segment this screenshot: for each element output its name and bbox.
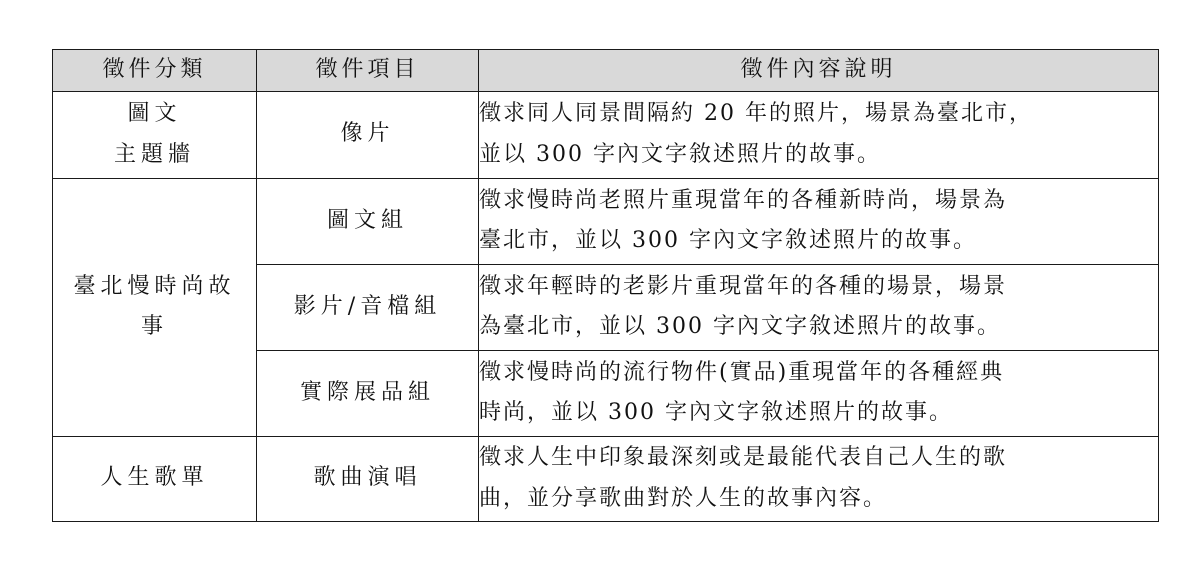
description-line: 臺北市，並以 300 字內文字敘述照片的故事。 <box>479 228 977 254</box>
category-line: 臺北慢時尚故 <box>73 273 236 299</box>
description-cell <box>479 436 1159 521</box>
description-line: 徵求年輕時的老影片重現當年的各種的場景，場景 <box>479 273 1008 299</box>
item-cell: 實際展品組 <box>257 350 479 436</box>
description-line: 為臺北市，並以 300 字內文字敘述照片的故事。 <box>479 314 1001 340</box>
category-line: 主題牆 <box>113 141 195 167</box>
item-cell: 圖文組 <box>257 178 479 264</box>
description-cell <box>479 350 1159 436</box>
description-cell <box>479 91 1159 178</box>
item-cell: 歌曲演唱 <box>257 436 479 521</box>
description-line: 徵求人生中印象最深刻或是最能代表自己人生的歌 <box>479 445 1008 470</box>
description-line: 徵求慢時尚的流行物件(實品)重現當年的各種經典 <box>479 359 1005 385</box>
header-description: 徵件內容說明 <box>479 50 1159 92</box>
item-cell: 影片/音檔組 <box>257 264 479 350</box>
table-row <box>53 91 1159 178</box>
description-line: 徵求慢時尚老照片重現當年的各種新時尚，場景為 <box>479 187 1008 213</box>
table-row <box>53 178 1159 264</box>
category-line: 事 <box>140 314 168 340</box>
category-line: 圖文 <box>127 101 182 126</box>
header-item: 徵件項目 <box>257 50 479 92</box>
description-line: 並以 300 字內文字敘述照片的故事。 <box>479 141 881 167</box>
description-line: 時尚，並以 300 字內文字敘述照片的故事。 <box>479 400 953 426</box>
category-cell <box>53 91 257 178</box>
description-line: 曲，並分享歌曲對於人生的故事內容。 <box>479 485 888 511</box>
item-cell: 像片 <box>257 91 479 178</box>
description-cell <box>479 264 1159 350</box>
description-line: 徵求同人同景間隔約 20 年的照片，場景為臺北市， <box>479 101 1033 126</box>
category-line: 人生歌單 <box>100 465 209 491</box>
header-category: 徵件分類 <box>53 50 257 92</box>
header-row <box>53 50 1159 92</box>
submission-table <box>52 49 1159 522</box>
table-row <box>53 436 1159 521</box>
description-cell <box>479 178 1159 264</box>
category-cell <box>53 436 257 521</box>
category-cell <box>53 178 257 436</box>
